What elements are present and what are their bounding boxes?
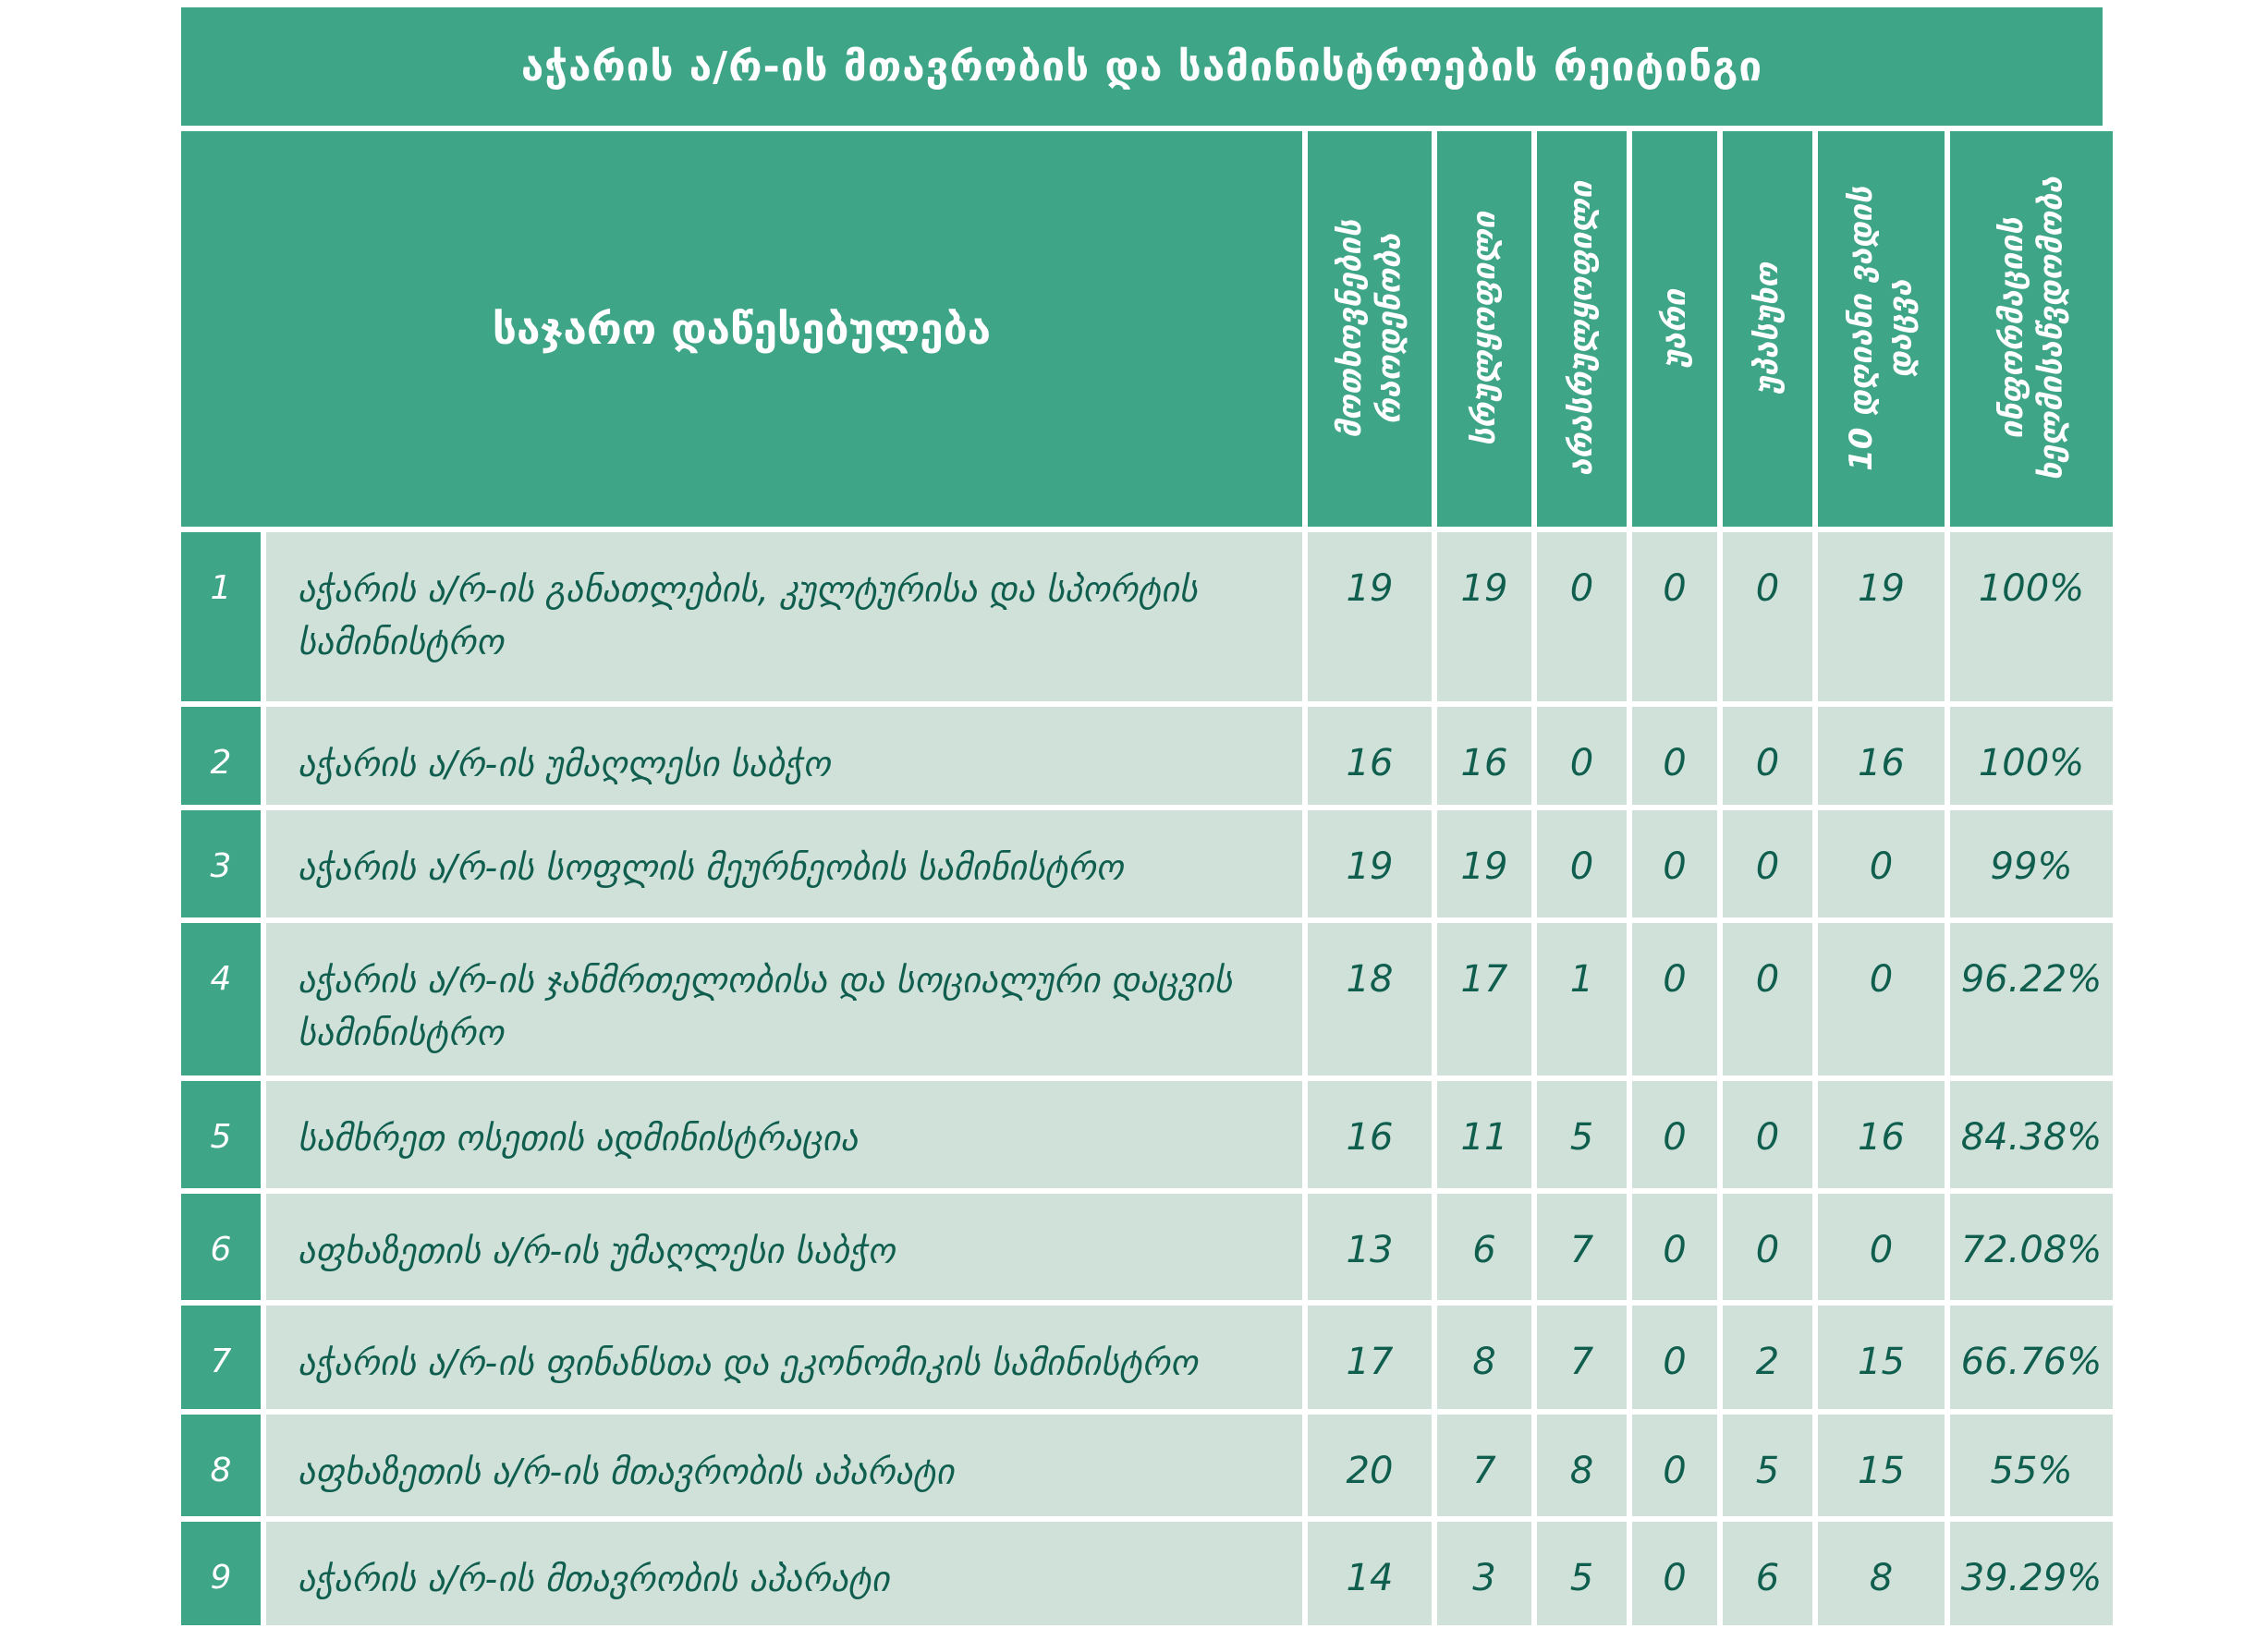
row-complete-value: 19: [1437, 532, 1531, 701]
row-rank: 6: [181, 1194, 261, 1300]
row-requests-value: 19: [1308, 532, 1432, 701]
row-requests-value: 18: [1308, 923, 1432, 1075]
row-complete-value: 7: [1437, 1415, 1531, 1516]
row-requests-value: 16: [1308, 707, 1432, 805]
row-complete-value: 3: [1437, 1522, 1531, 1625]
row-requests-value: 16: [1308, 1081, 1432, 1188]
row-unanswered-value: 5: [1723, 1415, 1812, 1516]
row-unanswered-value: 0: [1723, 707, 1812, 805]
row-accessibility-value: 99%: [1950, 810, 2113, 917]
row-unanswered-value: 0: [1723, 810, 1812, 917]
row-deadline-value: 8: [1818, 1522, 1945, 1625]
row-refusal-value: 0: [1632, 1522, 1717, 1625]
row-institution-name: აჭარის ა/რ-ის ჯანმრთელობისა და სოციალური დაცვის სამინისტრო: [266, 923, 1302, 1075]
row-deadline-value: 0: [1818, 1194, 1945, 1300]
header-deadline: [1818, 131, 1945, 527]
row-institution-name: სამხრეთ ოსეთის ადმინისტრაცია: [266, 1081, 1302, 1188]
row-incomplete-value: 7: [1537, 1194, 1627, 1300]
row-incomplete-value: 5: [1537, 1522, 1627, 1625]
row-institution-name: აჭარის ა/რ-ის უმაღლესი საბჭო: [266, 707, 1302, 805]
row-incomplete-value: 0: [1537, 532, 1627, 701]
header-refusal: [1632, 131, 1717, 527]
row-rank: 2: [181, 707, 261, 805]
row-requests-value: 13: [1308, 1194, 1432, 1300]
row-complete-value: 19: [1437, 810, 1531, 917]
row-incomplete-value: 0: [1537, 810, 1627, 917]
row-deadline-value: 0: [1818, 923, 1945, 1075]
row-complete-value: 11: [1437, 1081, 1531, 1188]
row-institution-name: აფხაზეთის ა/რ-ის მთავრობის აპარატი: [266, 1415, 1302, 1516]
row-unanswered-value: 0: [1723, 532, 1812, 701]
header-incomplete-label: არასრულყოფილი: [1563, 181, 1601, 477]
row-rank: 8: [181, 1415, 261, 1516]
row-unanswered-value: 0: [1723, 1081, 1812, 1188]
row-complete-value: 8: [1437, 1306, 1531, 1409]
row-institution-name: აჭარის ა/რ-ის სოფლის მეურნეობის სამინისტრო: [266, 810, 1302, 917]
row-rank: 3: [181, 810, 261, 917]
header-refusal-label: უარი: [1655, 289, 1693, 369]
row-requests-value: 20: [1308, 1415, 1432, 1516]
row-requests-value: 17: [1308, 1306, 1432, 1409]
row-institution-name: აჭარის ა/რ-ის მთავრობის აპარატი: [266, 1522, 1302, 1625]
row-accessibility-value: 39.29%: [1950, 1522, 2113, 1625]
row-accessibility-value: 66.76%: [1950, 1306, 2113, 1409]
row-institution-name: აჭარის ა/რ-ის განათლების, კულტურისა და სპორტის სამინისტრო: [266, 532, 1302, 701]
row-accessibility-value: 100%: [1950, 707, 2113, 805]
header-accessibility-label: ინფორმაციის ხელმისაწვდომობა: [1993, 176, 2069, 481]
row-refusal-value: 0: [1632, 810, 1717, 917]
row-incomplete-value: 0: [1537, 707, 1627, 805]
row-incomplete-value: 5: [1537, 1081, 1627, 1188]
header-incomplete: [1537, 131, 1627, 527]
row-complete-value: 16: [1437, 707, 1531, 805]
row-unanswered-value: 0: [1723, 923, 1812, 1075]
header-accessibility: [1950, 131, 2113, 527]
row-accessibility-value: 55%: [1950, 1415, 2113, 1516]
row-requests-value: 14: [1308, 1522, 1432, 1625]
ranking-table: [181, 7, 2103, 1625]
row-accessibility-value: 72.08%: [1950, 1194, 2113, 1300]
row-deadline-value: 16: [1818, 707, 1945, 805]
header-unanswered: [1723, 131, 1812, 527]
header-complete: [1437, 131, 1531, 527]
header-unanswered-label: უპასუხო: [1749, 262, 1786, 395]
row-refusal-value: 0: [1632, 1306, 1717, 1409]
row-complete-value: 17: [1437, 923, 1531, 1075]
row-requests-value: 19: [1308, 810, 1432, 917]
row-unanswered-value: 0: [1723, 1194, 1812, 1300]
header-requests-label: მოთხოვნების რაოდენობა: [1331, 219, 1408, 439]
header-institution: საჯარო დაწესებულება: [181, 131, 1302, 527]
row-rank: 9: [181, 1522, 261, 1625]
row-unanswered-value: 6: [1723, 1522, 1812, 1625]
row-incomplete-value: 7: [1537, 1306, 1627, 1409]
row-institution-name: აფხაზეთის ა/რ-ის უმაღლესი საბჭო: [266, 1194, 1302, 1300]
header-complete-label: სრულყოფილი: [1465, 212, 1503, 446]
row-refusal-value: 0: [1632, 923, 1717, 1075]
row-rank: 1: [181, 532, 261, 701]
header-requests: [1308, 131, 1432, 527]
row-rank: 4: [181, 923, 261, 1075]
header-deadline-label: 10 დღიანი ვადის დაცვა: [1843, 187, 1920, 471]
row-deadline-value: 16: [1818, 1081, 1945, 1188]
row-refusal-value: 0: [1632, 532, 1717, 701]
table-grid: [181, 131, 2103, 1625]
row-refusal-value: 0: [1632, 1081, 1717, 1188]
row-refusal-value: 0: [1632, 1194, 1717, 1300]
row-rank: 7: [181, 1306, 261, 1409]
row-refusal-value: 0: [1632, 1415, 1717, 1516]
row-unanswered-value: 2: [1723, 1306, 1812, 1409]
row-institution-name: აჭარის ა/რ-ის ფინანსთა და ეკონომიკის სამინისტრო: [266, 1306, 1302, 1409]
row-deadline-value: 0: [1818, 810, 1945, 917]
row-incomplete-value: 1: [1537, 923, 1627, 1075]
row-deadline-value: 15: [1818, 1415, 1945, 1516]
row-complete-value: 6: [1437, 1194, 1531, 1300]
row-rank: 5: [181, 1081, 261, 1188]
row-accessibility-value: 96.22%: [1950, 923, 2113, 1075]
row-accessibility-value: 100%: [1950, 532, 2113, 701]
row-deadline-value: 15: [1818, 1306, 1945, 1409]
table-title: აჭარის ა/რ-ის მთავრობის და სამინისტროების რეიტინგი: [181, 7, 2103, 126]
row-refusal-value: 0: [1632, 707, 1717, 805]
row-accessibility-value: 84.38%: [1950, 1081, 2113, 1188]
row-deadline-value: 19: [1818, 532, 1945, 701]
row-incomplete-value: 8: [1537, 1415, 1627, 1516]
